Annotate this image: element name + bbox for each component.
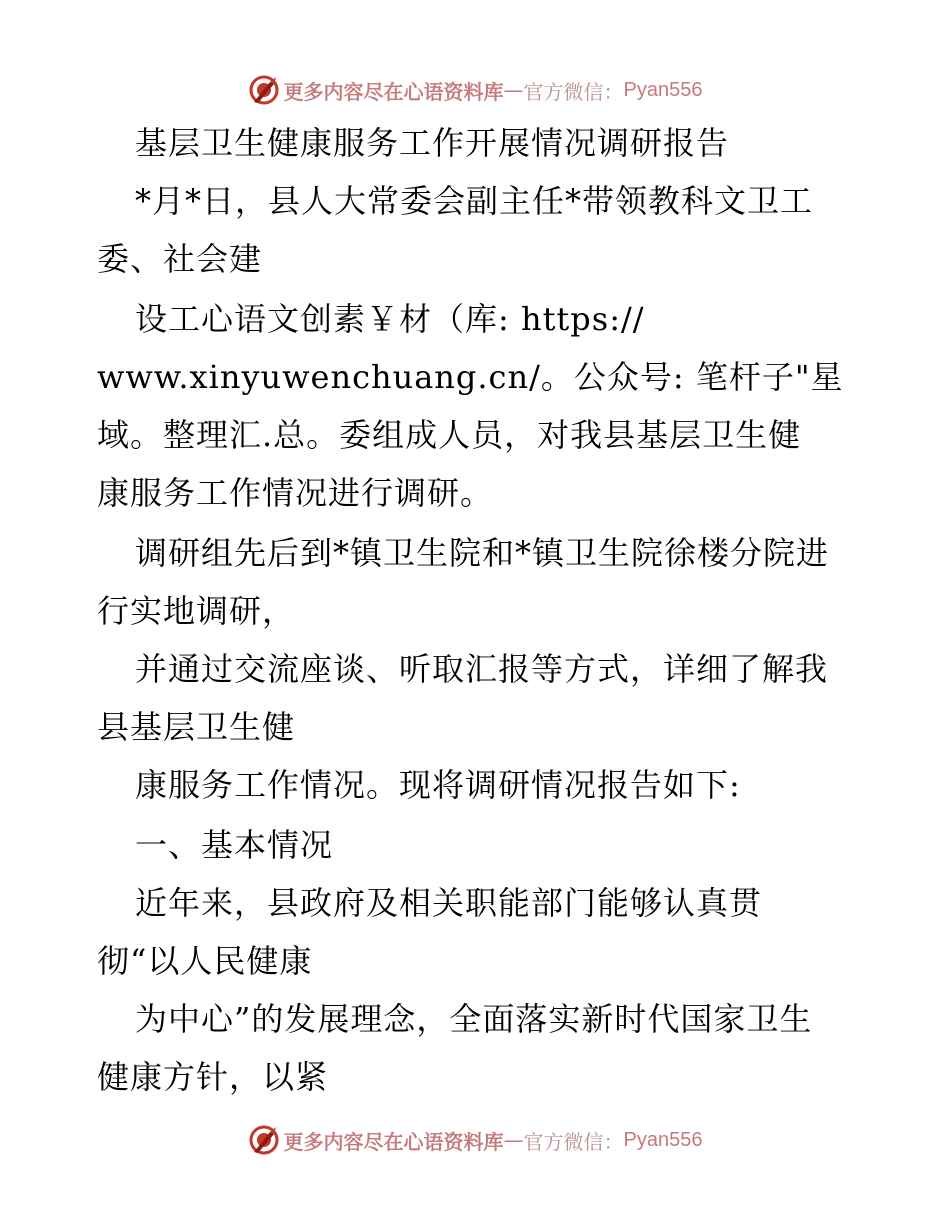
watermark-site-text: 更多内容尽在心语资料库 [283, 79, 504, 104]
text-line: 县基层卫生健 [97, 708, 296, 746]
quill-logo-icon [248, 74, 280, 106]
text-line: www.xinyuwenchuang.cn/。公众号: 笔杆子"星 [97, 358, 844, 396]
text-line: *月*日，县人大常委会副主任*带领教科文卫工 [135, 182, 814, 220]
text-line: 行实地调研， [97, 592, 296, 630]
text-line: 并通过交流座谈、听取汇报等方式，详细了解我 [135, 650, 829, 688]
text-line: 康服务工作情况进行调研。 [97, 474, 494, 512]
text-line: 调研组先后到*镇卫生院和*镇卫生院徐楼分院进 [135, 534, 830, 572]
document-title: 基层卫生健康服务工作开展情况调研报告 [135, 124, 730, 162]
text-line: 委、社会建 [97, 240, 263, 278]
watermark-wechat-id: Pyan556 [623, 78, 703, 101]
watermark-dash: — [503, 78, 524, 102]
text-line: 为中心”的发展理念，全面落实新时代国家卫生 [135, 1000, 813, 1038]
watermark-wechat-id: Pyan556 [623, 1128, 703, 1151]
text-line: 彻“以人民健康 [97, 942, 313, 980]
watermark-dash: — [503, 1128, 524, 1152]
watermark-site-text: 更多内容尽在心语资料库 [283, 1129, 504, 1154]
quill-logo-icon [248, 1124, 280, 1156]
text-line: 域。整理汇.总。委组成人员，对我县基层卫生健 [97, 416, 802, 454]
text-line: 健康方针，以紧 [97, 1058, 329, 1096]
section-heading: 一、基本情况 [135, 826, 334, 864]
text-line: 康服务工作情况。现将调研情况报告如下: [135, 766, 741, 804]
text-line: 设工心语文创素￥材（库: https:// [135, 300, 645, 338]
footer-watermark [0, 1120, 950, 1160]
header-watermark [0, 70, 950, 110]
watermark-wechat-label: 官方微信： [523, 79, 624, 104]
watermark-wechat-label: 官方微信： [523, 1129, 624, 1154]
text-line: 近年来，县政府及相关职能部门能够认真贯 [135, 884, 763, 922]
